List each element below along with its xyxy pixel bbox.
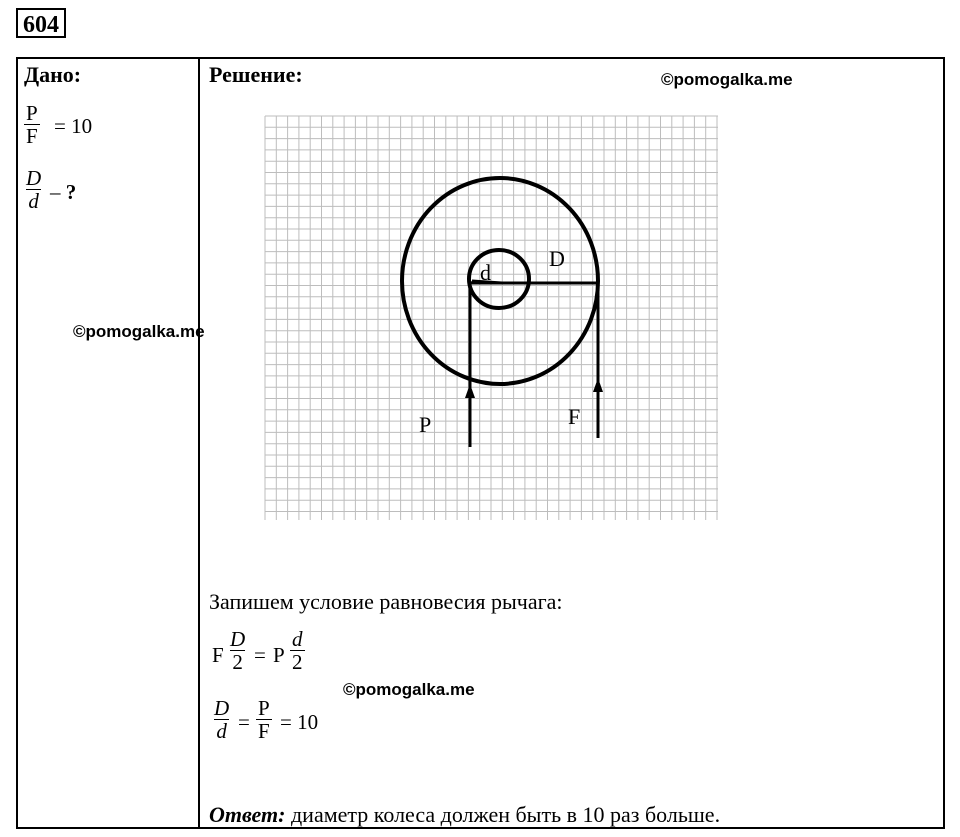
- equilibrium-text: Запишем условие равновесия рычага:: [209, 589, 563, 614]
- find-dash: –: [50, 180, 61, 204]
- given-ratio-numerator: P: [26, 101, 38, 125]
- watermark-bottom: ©pomogalka.me: [343, 680, 475, 699]
- eq1-force-P: P: [273, 643, 285, 667]
- eq2-den-d: d: [216, 719, 227, 743]
- label-F: F: [568, 404, 581, 429]
- eq2-result: = 10: [280, 710, 319, 734]
- eq2-num-D: D: [214, 696, 230, 720]
- eq1-force-F: F: [212, 643, 224, 667]
- eq2-fraction-D-d: [212, 697, 231, 742]
- watermark-top: ©pomogalka.me: [661, 70, 793, 89]
- eq1-equals: =: [254, 643, 266, 667]
- small-axle-circle: [469, 250, 529, 308]
- eq2-fraction-P-F: [256, 697, 272, 742]
- eq2-den-F: F: [258, 719, 270, 743]
- eq1-num-D: D: [230, 627, 246, 651]
- eq1-den-2b: 2: [292, 650, 303, 674]
- answer-line: [209, 802, 720, 828]
- eq2-equals: =: [238, 710, 250, 734]
- solution-title: Решение:: [209, 62, 303, 87]
- eq1-fraction-d-2: [290, 628, 305, 673]
- answer-text: диаметр колеса должен быть в 10 раз больше.: [285, 802, 721, 827]
- eq1-num-d: d: [292, 627, 303, 651]
- given-ratio-denominator: F: [26, 124, 38, 148]
- eq1-den-2: 2: [232, 650, 243, 674]
- label-D: D: [549, 246, 565, 271]
- find-ratio-numerator: D: [26, 166, 42, 190]
- eq1-fraction-D-2: [228, 628, 247, 673]
- arrow-head-P: [465, 384, 475, 398]
- answer-label: Ответ:: [209, 802, 286, 827]
- label-d: d: [480, 260, 491, 285]
- eq2-num-P: P: [258, 696, 270, 720]
- given-title: Дано:: [24, 62, 82, 87]
- problem-number: 604: [16, 8, 66, 38]
- watermark-left: ©pomogalka.me: [73, 322, 205, 341]
- label-P: P: [419, 412, 432, 437]
- find-ratio-denominator: d: [28, 189, 39, 213]
- find-question-mark: ?: [65, 180, 77, 204]
- arrow-head-F: [593, 378, 603, 392]
- given-ratio-value: = 10: [54, 114, 93, 138]
